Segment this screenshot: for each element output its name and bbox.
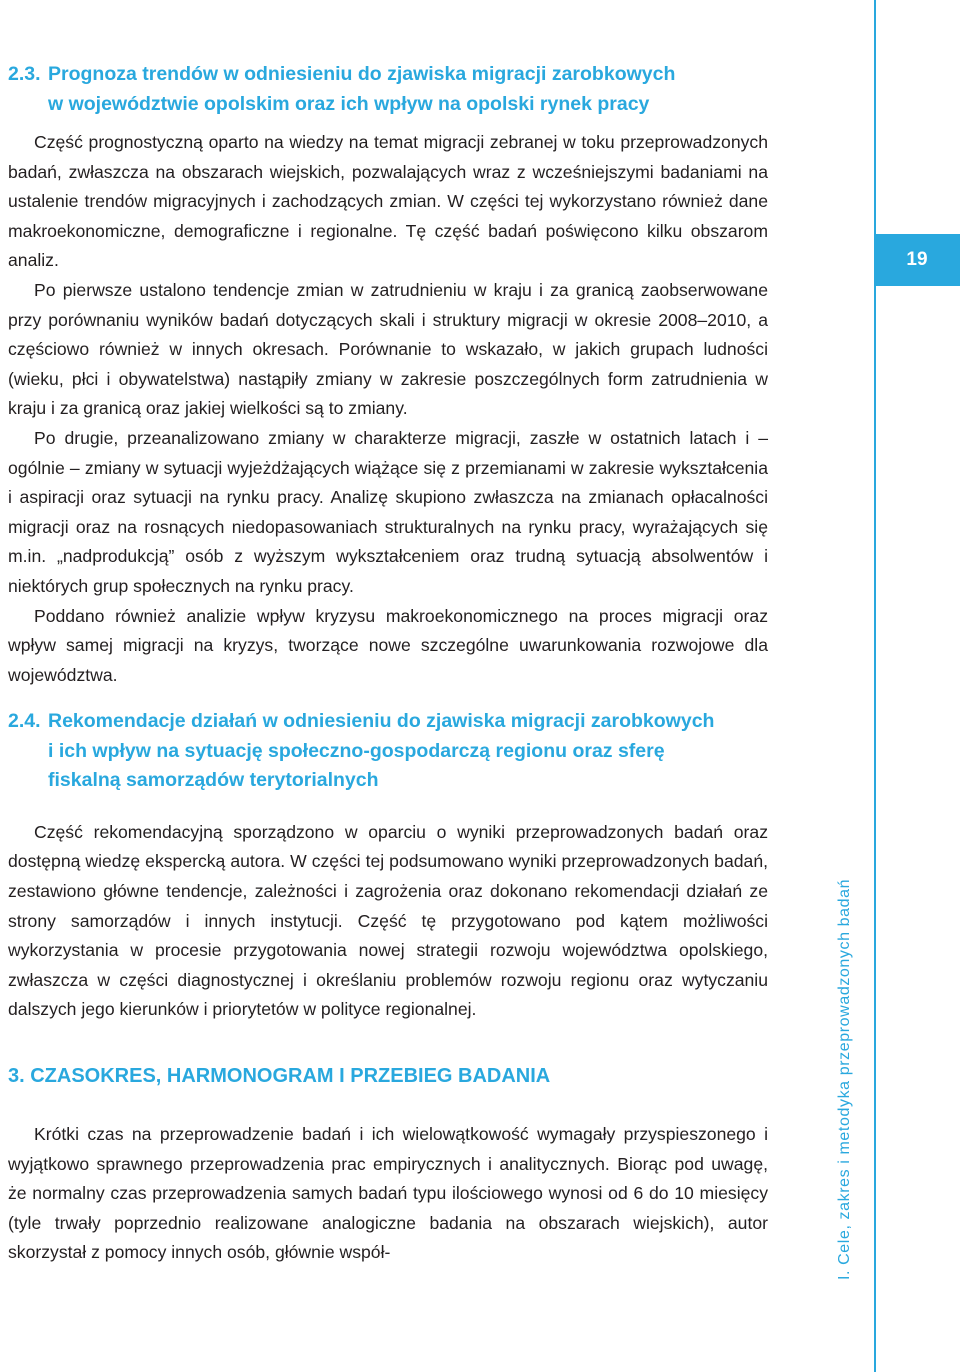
section-3-body <box>8 1120 768 1268</box>
margin-rule <box>874 0 876 1372</box>
chapter-label: I. Cele, zakres i metodyka przeprowadzonych badań <box>836 878 853 1280</box>
section-2-4-body <box>8 818 768 1025</box>
section-2-3-body <box>8 128 768 690</box>
section-title-line: w województwie opolskim oraz ich wpływ na opolski rynek pracy <box>48 92 650 115</box>
paragraph: Część rekomendacyjną sporządzono w oparciu o wyniki przeprowadzonych badań oraz dostępną wiedzę ekspercką autora. W części tej podsumowano wyniki przeprowadzonych badań, zestawiono główne tendencje, zależności i zagrożenia oraz dokonano rekomendacji działań ze strony samorządów i innych instytucji. Część tę przygotowano pod kątem możliwości wykorzystania w procesie przygotowania nowej strategii rozwoju województwa opolskiego, zwłaszcza w części diagnostycznej i określaniu problemów rozwoju regionu oraz wytyczaniu dalszych jego kierunków i priorytetów w polityce regionalnej. <box>8 821 768 1020</box>
section-title <box>48 60 768 119</box>
section-title: 3. CZASOKRES, HARMONOGRAM I PRZEBIEG BADANIA <box>8 1064 551 1087</box>
section-title-line: Prognoza trendów w odniesieniu do zjawiska migracji zarobkowych <box>48 63 676 85</box>
chapter-running-head <box>836 800 867 1280</box>
section-3-heading <box>8 1062 768 1091</box>
paragraph: Po pierwsze ustalono tendencje zmian w zatrudnieniu w kraju i za granicą zaobserwowane przy porównaniu wyników badań dotyczących skali i struktury migracji w okresie 2008–2010, a częściowo również w innych okresach. Porównanie to wskazało, w jakich grupach ludności (wieku, płci i obywatelstwa) nastąpiły zmiany w zakresie poszczególnych form zatrudnienia w kraju i za granicą oraz jakiej wielkości są to zmiany. <box>8 279 768 419</box>
page-number-tab <box>874 234 960 286</box>
page-number: 19 <box>906 249 928 270</box>
section-title-line: fiskalną samorządów terytorialnych <box>48 769 379 792</box>
page-content <box>8 60 768 1268</box>
section-title <box>48 707 768 796</box>
section-number: 2.3. <box>8 63 41 85</box>
section-title-line: i ich wpływ na sytuację społeczno-gospodarczą regionu oraz sferę <box>48 739 665 762</box>
paragraph: Krótki czas na przeprowadzenie badań i ich wielowątkowość wymagały przyspieszonego i wyjątkowo sprawnego przeprowadzenia prac empirycznych i analitycznych. Biorąc pod uwagę, że normalny czas przeprowadzenia samych badań typu ilościowego wynosi od 6 do 10 miesięcy (tyle trwały poprzednio realizowane analogiczne badania na obszarach wiejskich), autor skorzystał z pomocy innych osób, głównie współ- <box>8 1123 768 1263</box>
section-title-line: Rekomendacje działań w odniesieniu do zjawiska migracji zarobkowych <box>48 710 715 733</box>
section-number: 2.4. <box>8 710 41 733</box>
paragraph: Część prognostyczną oparto na wiedzy na temat migracji zebranej w toku przeprowadzonych badań, zwłaszcza na obszarach wiejskich, pozwalających wraz z wcześniejszymi badaniami na ustalenie trendów migracyjnych i zachodzących zmian. W części tej wykorzystano również dane makroekonomiczne, demograficzne i regionalne. Tę część badań poświęcono kilku obszarom analiz. <box>8 132 768 271</box>
paragraph: Poddano również analizie wpływ kryzysu makroekonomicznego na proces migracji oraz wpływ samej migracji na kryzys, tworzące nowe szczególne uwarunkowania rozwojowe dla województwa. <box>8 605 768 685</box>
section-2-3-heading <box>8 60 768 119</box>
section-2-4-heading <box>8 707 768 796</box>
paragraph: Po drugie, przeanalizowano zmiany w charakterze migracji, zaszłe w ostatnich latach i – ogólnie – zmiany w sytuacji wyjeżdżających wiążące się z przemianami w zakresie wykształcenia i aspiracji oraz sytuacji na rynku pracy. Analizę skupiono zwłaszcza na zmianach opłacalności migracji oraz na rosnących niedopasowaniach strukturalnych na rynku pracy, wyrażających się m.in. „nadprodukcją” osób z wyższym wykształceniem oraz trudną sytuacją absolwentów i niektórych grup społecznych na rynku pracy. <box>8 427 768 596</box>
